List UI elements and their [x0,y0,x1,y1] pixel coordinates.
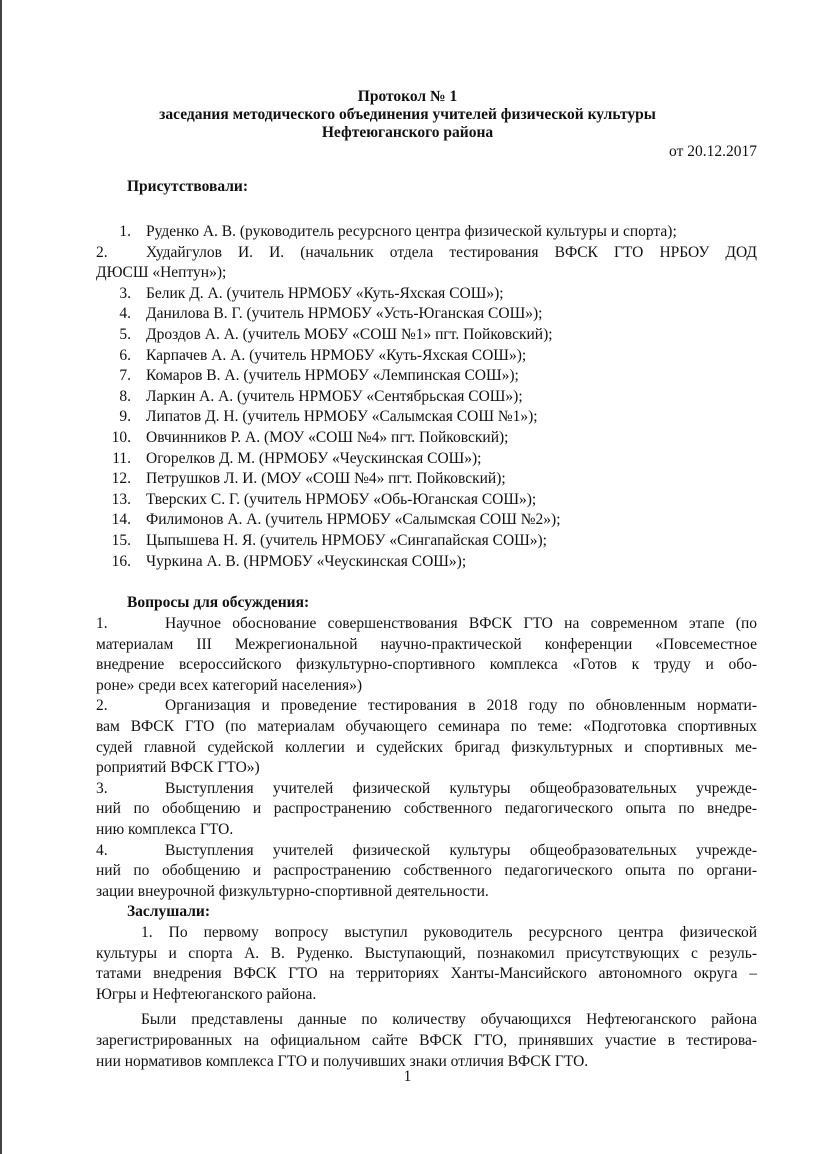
item-number: 9. [119,408,131,426]
attendee-item [96,325,757,346]
text-line [96,655,757,676]
attendee-item [96,531,757,552]
text-line [96,366,757,387]
heard-paragraph [96,1010,757,1072]
item-number: 11. [112,449,131,467]
item-number: 2. [96,697,108,715]
text-line [96,1031,757,1052]
document-date: от 20.12.2017 [669,143,757,160]
line-text: Чуркина А. В. (НРМОБУ «Чеускинская СОШ»); [146,552,467,570]
text-line [96,799,757,820]
line-text: материалам III Межрегиональной научно-практической конференции «Повсеместное [96,635,757,653]
text-line [96,387,757,408]
question-item [96,614,757,696]
attendee-item [96,490,757,511]
text-line [96,779,757,800]
text-line [96,861,757,882]
text-line [96,222,757,243]
question-item [96,696,757,778]
attendee-item [96,346,757,367]
line-text: зарегистрированных на официальном сайте ВФСК ГТО, принявших участие в тестирова- [96,1031,757,1049]
item-number: 2. [96,243,108,261]
line-text: Карпачев А. А. (учитель НРМОБУ «Куть-Яхская СОШ»); [146,346,527,364]
text-line [96,841,757,862]
line-text: Ларкин А. А. (учитель НРМОБУ «Сентябрьская СОШ»); [146,387,523,405]
line-text: Данилова В. Г. (учитель НРМОБУ «Усть-Юганская СОШ»); [146,305,543,323]
heard-paragraph [96,923,757,1005]
text-line [96,985,757,1006]
text-line [96,944,757,965]
line-text: Были представлены данные по количеству обучающихся Нефтеюганского района [141,1011,757,1029]
item-number: 1. [119,223,131,240]
item-number: 14. [111,511,131,529]
line-text: Огорелков Д. М. (НРМОБУ «Чеускинская СОШ»); [146,449,482,467]
text-line [96,964,757,985]
item-number: 7. [119,367,131,385]
line-text: Дроздов А. А. (учитель МОБУ «СОШ №1» пгт. Пойковский); [146,325,553,343]
text-line [96,469,757,490]
line-text: роприятий ВФСК ГТО») [96,759,260,777]
item-number: 8. [119,387,131,405]
text-line [96,531,757,552]
question-item [96,779,757,841]
section-heading: Заслушали: [127,903,211,920]
attendee-item [96,304,757,325]
line-text: Липатов Д. Н. (учитель НРМОБУ «Салымская СОШ №1»); [146,408,538,426]
item-number: 3. [96,779,108,797]
item-number: 15. [111,531,131,549]
line-text: Выступления учителей физической культуры общеобразовательных учрежде- [165,779,757,797]
line-text: Выступления учителей физической культуры общеобразовательных учрежде- [165,841,757,859]
text-line [96,696,757,717]
item-number: 13. [111,490,131,508]
line-text: Цыпышева Н. Я. (учитель НРМОБУ «Сингапайская СОШ»); [146,531,547,549]
heard-heading [127,902,788,923]
line-text: культуры и спорта А. В. Руденко. Выступающий, познакомил присутствующих с резуль- [96,944,757,962]
text-line [96,284,757,305]
line-text: Филимонов А. А. (учитель НРМОБУ «Салымская СОШ №2»); [146,511,561,529]
line-text: внедрение всероссийского физкультурно-спортивного комплекса «Готов к труду и обо- [96,656,757,674]
heard-section [96,923,757,1072]
line-text: ДЮСШ «Нептун»); [96,264,227,282]
attendee-item [96,552,757,573]
line-text: Научное обоснование совершенствования ВФСК ГТО на современном этапе (по [165,615,757,632]
line-text: нии нормативов комплекса ГТО и получивших знаки отличия ВФСК ГТО. [96,1052,589,1070]
line-text: татами внедрения ВФСК ГТО на территориях Ханты-Мансийского автономного округа – [96,965,757,983]
title-line: Протокол № 1 [357,88,458,105]
text-line [96,490,757,511]
item-number: 4. [119,305,131,323]
title-line: Нефтеюганского района [321,124,494,141]
text-line [96,758,757,779]
text-line [96,449,757,470]
text-line [96,407,757,428]
attendee-item [96,243,757,284]
line-text: 1. По первому вопросу выступил руководитель ресурсного центра физической [141,924,757,941]
text-line [96,304,757,325]
line-text: зации внеурочной физкультурно-спортивной деятельности. [96,882,489,900]
attendee-item [96,428,757,449]
line-text: Овчинников Р. А. (МОУ «СОШ №4» пгт. Пойковский); [146,428,509,446]
line-text: Петрушков Л. И. (МОУ «СОШ №4» пгт. Пойковский); [146,470,506,488]
line-text: Руденко А. В. (руководитель ресурсного центра физической культуры и спорта); [146,223,677,240]
text-line [96,820,757,841]
questions-list [96,614,757,902]
attendees-list [96,222,757,572]
text-line [96,263,757,284]
text-line [96,717,757,738]
attendee-item [96,366,757,387]
text-line [96,923,757,944]
section-heading: Вопросы для обсуждения: [127,594,310,611]
line-text: вам ВФСК ГТО (по материалам обучающего семинара по теме: «Подготовка спортивных [96,717,757,735]
title-line: заседания методического объединения учителей физической культуры [159,106,656,123]
section-heading: Присутствовали: [127,178,249,195]
line-text: Белик Д. А. (учитель НРМОБУ «Куть-Яхская СОШ»); [146,284,504,302]
line-text: ний по обобщению и распространению собственного педагогического опыта по внедре- [96,800,757,818]
item-number: 16. [111,552,131,570]
text-line [96,614,757,635]
item-number: 4. [96,841,108,859]
present-heading [127,177,788,198]
attendee-item [96,469,757,490]
text-line [96,1010,757,1031]
line-text: Организация и проведение тестирования в 2018 году по обновленным нормати- [165,697,757,715]
item-number: 5. [119,325,131,343]
page-edge [0,0,2,1154]
attendee-item [96,407,757,428]
text-line [96,510,757,531]
item-number: 6. [119,346,131,364]
item-number: 12. [111,470,131,488]
text-line [96,635,757,656]
text-line [96,243,757,264]
line-text: нию комплекса ГТО. [96,820,234,838]
line-text: Тверских С. Г. (учитель НРМОБУ «Обь-Юганская СОШ»); [146,490,537,508]
document-title [0,88,815,142]
line-text: Комаров В. А. (учитель НРМОБУ «Лемпинская СОШ»); [146,367,519,385]
attendee-item [96,449,757,470]
text-line [96,738,757,759]
questions-heading [127,593,788,614]
text-line [96,346,757,367]
text-line [96,428,757,449]
line-text: судей главной судейской коллегии и судейских бригад физкультурных и спортивных ме- [96,738,757,756]
text-line [96,325,757,346]
attendee-item [96,387,757,408]
item-number: 10. [111,428,131,446]
item-number: 3. [119,284,131,302]
attendee-item [96,284,757,305]
line-text: роне» среди всех категорий населения») [96,676,362,694]
line-text: Югры и Нефтеюганского района. [96,985,317,1003]
attendee-item [96,510,757,531]
page-number: 1 [403,1068,412,1085]
attendee-item [96,222,757,243]
line-text: Худайгулов И. И. (начальник отдела тестирования ВФСК ГТО НРБОУ ДОД [146,243,757,261]
text-line [96,676,757,697]
text-line [96,552,757,573]
line-text: ний по обобщению и распространению собственного педагогического опыта по органи- [96,862,757,880]
question-item [96,841,757,903]
text-line [96,882,757,903]
item-number: 1. [96,615,108,632]
